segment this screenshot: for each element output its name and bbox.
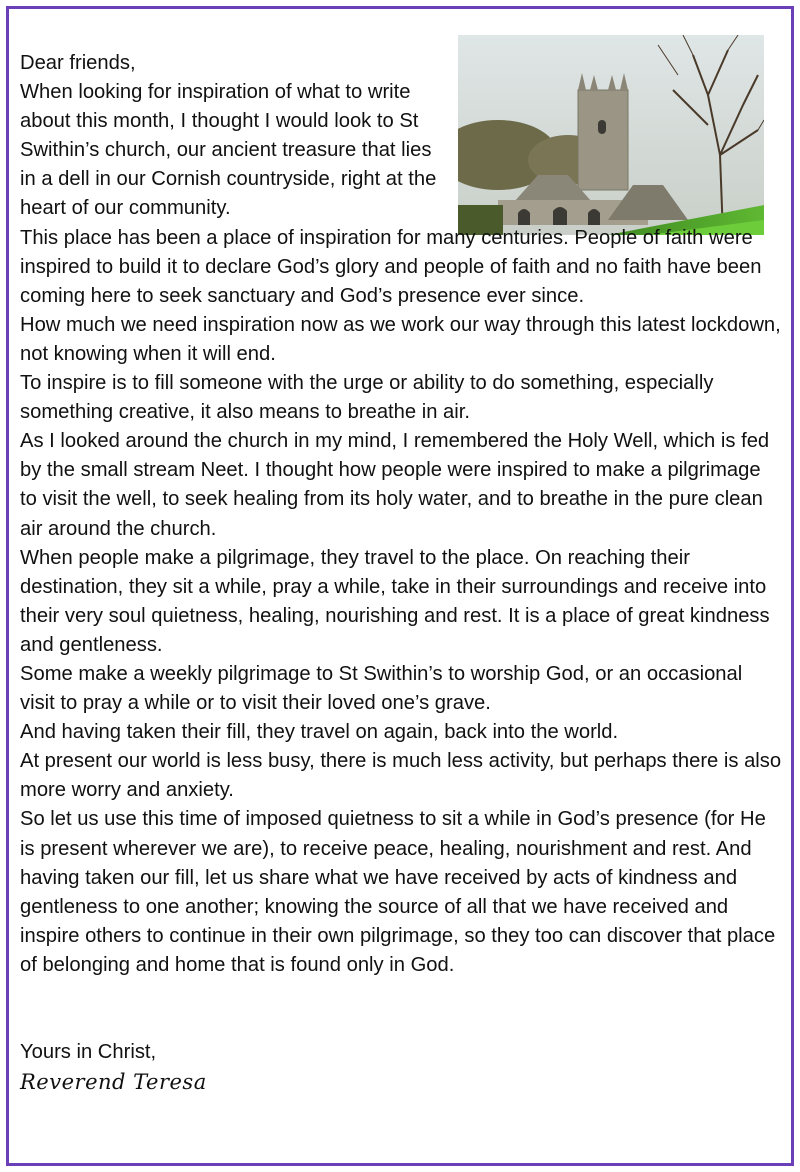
letter-closing: Yours in Christ, [20, 1041, 157, 1063]
letter-greeting: Dear friends, [20, 52, 136, 74]
letter-paragraph: So let us use this time of imposed quietness to sit a while in God’s presence (for He is present wherever we are), to receive peace, healing, nourishment and rest. And having taken our fill, let us share what we have received by acts of kindness and gentleness to one another; knowing the source of all that we have received and inspire others to continue in their own pilgrimage, so they too can discover that place of belonging and home that is found only in God. [20, 808, 776, 976]
closing-spacer [20, 980, 782, 1038]
letter-paragraph: As I looked around the church in my mind, I remembered the Holy Well, which is fed by the small stream Neet. I thought how people were inspired to make a pilgrimage to visit the well, to seek healing from its holy water, and to breathe in the pure clean air around the church. [20, 430, 770, 540]
letter-signature: Reverend Teresa [20, 1070, 207, 1095]
letter-paragraph: And having taken their fill, they travel on again, back into the world. [20, 721, 619, 744]
letter-paragraph: This place has been a place of inspiration for many centuries. People of faith were inspired to build it to declare God’s glory and people of faith and no faith have been coming here to seek sanctuary and God’s presence ever since. [20, 226, 762, 307]
letter-paragraph: To inspire is to fill someone with the urge or ability to do something, especially something creative, it also means to breathe in air. [20, 372, 714, 424]
letter-opening [20, 49, 440, 224]
letter-paragraph: How much we need inspiration now as we work our way through this latest lockdown, not knowing when it will end. [20, 313, 781, 365]
letter-paragraph: At present our world is less busy, there is much less activity, but perhaps there is also more worry and anxiety. [20, 750, 782, 802]
letter-paragraph: When people make a pilgrimage, they travel to the place. On reaching their destination, they sit a while, pray a while, take in their surroundings and receive into their very soul quietness, healing, nourishing and rest. It is a place of great kindness and gentleness. [20, 546, 770, 656]
letter-body [20, 49, 782, 1097]
letter-paragraph: Some make a weekly pilgrimage to St Swithin’s to worship God, or an occasional visit to pray a while or to visit their loved one’s grave. [20, 662, 743, 715]
letter-intro: When looking for inspiration of what to write about this month, I thought I would look to St Swithin’s church, our ancient treasure that lies in a dell in our Cornish countryside, right at the heart of our community. [20, 81, 437, 220]
